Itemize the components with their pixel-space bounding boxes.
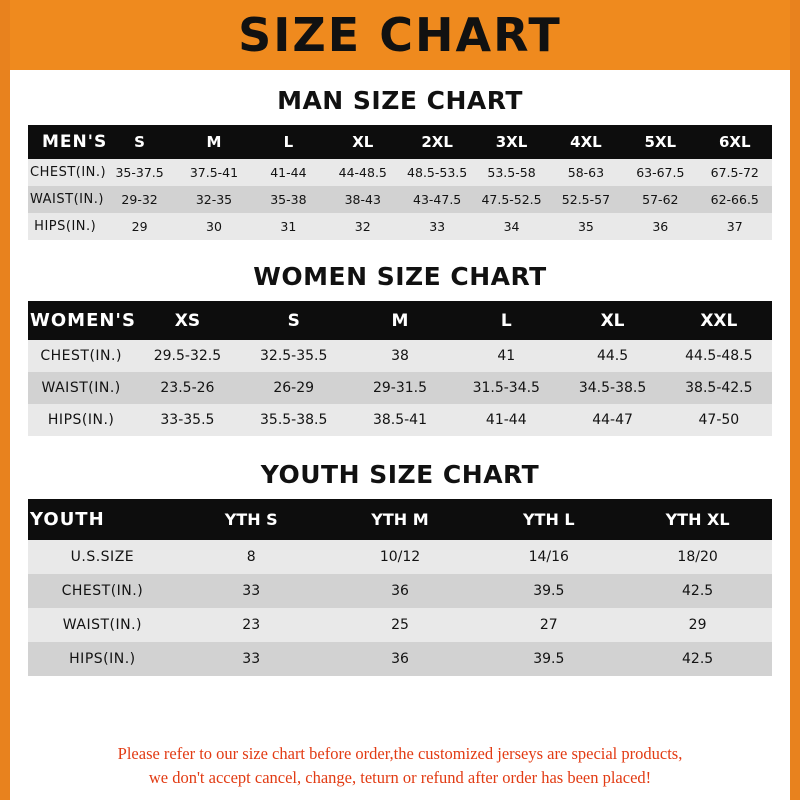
youth-ussize-xl: 18/20: [677, 549, 718, 565]
youth-table-header: [28, 499, 772, 540]
women-col-s: S: [287, 310, 300, 331]
man-waist-3xl: 47.5-52.5: [481, 192, 542, 207]
women-col-xl: XL: [600, 310, 625, 331]
man-waist-5xl: 57-62: [642, 192, 679, 207]
man-col-l: L: [283, 133, 294, 151]
man-chest-xl: 44-48.5: [338, 165, 387, 180]
youth-hips-l: 39.5: [533, 651, 565, 667]
youth-waist-l: 27: [539, 617, 558, 633]
youth-col-xl: YTH XL: [665, 510, 730, 529]
man-size-table: [28, 125, 772, 240]
chart-content: [10, 70, 790, 728]
youth-section-title: YOUTH SIZE CHART: [260, 460, 540, 489]
man-hips-5xl: 36: [652, 219, 669, 234]
man-col-5xl: 5XL: [644, 133, 677, 151]
man-col-s: S: [134, 133, 145, 151]
man-hips-m: 30: [206, 219, 222, 234]
man-hips-xl: 32: [354, 219, 371, 234]
man-row-label-chest: CHEST(IN.): [30, 165, 107, 180]
women-hips-xxl: 47-50: [698, 412, 740, 428]
man-col-m: M: [206, 133, 222, 151]
table-row: [28, 540, 772, 574]
man-chest-4xl: 58-63: [567, 165, 605, 180]
man-waist-s: 29-32: [121, 192, 158, 207]
youth-row-label-chest: CHEST(IN.): [61, 583, 144, 599]
table-row: [28, 404, 772, 436]
women-col-xxl: XXL: [700, 310, 738, 331]
women-waist-xl: 34.5-38.5: [578, 380, 647, 396]
table-row: [28, 213, 772, 240]
man-table-header: [28, 125, 772, 159]
man-hips-l: 31: [280, 219, 297, 234]
youth-table-body: [28, 540, 772, 676]
man-row-label-waist: WAIST(IN.): [30, 192, 104, 207]
table-row: [28, 642, 772, 676]
youth-row-label-ussize: U.S.SIZE: [70, 549, 135, 565]
table-row: [28, 186, 772, 213]
man-chest-l: 41-44: [270, 165, 307, 180]
table-row: [28, 608, 772, 642]
man-waist-xl: 38-43: [344, 192, 381, 207]
man-section-title: MAN SIZE CHART: [277, 86, 523, 115]
youth-col-m: YTH M: [371, 510, 429, 529]
women-chest-xl: 44.5: [596, 348, 629, 364]
table-row: [28, 574, 772, 608]
man-chest-3xl: 53.5-58: [487, 165, 536, 180]
youth-chest-m: 36: [391, 583, 409, 599]
women-waist-m: 29-31.5: [372, 380, 427, 396]
youth-size-table: [28, 499, 772, 676]
women-hips-m: 38.5-41: [372, 412, 427, 428]
women-hips-xs: 33-35.5: [160, 412, 215, 428]
women-size-table: [28, 301, 772, 436]
women-waist-s: 26-29: [273, 380, 315, 396]
youth-chest-l: 39.5: [533, 583, 565, 599]
youth-ussize-s: 8: [246, 549, 256, 565]
women-waist-xs: 23.5-26: [160, 380, 215, 396]
youth-col-l: YTH L: [522, 510, 575, 529]
women-chest-m: 38: [391, 348, 409, 364]
women-chest-xxl: 44.5-48.5: [685, 348, 753, 364]
youth-row-label-hips: HIPS(IN.): [69, 651, 136, 667]
table-header-row: [28, 125, 772, 159]
women-chest-xs: 29.5-32.5: [153, 348, 222, 364]
footer-line-2: we don't accept cancel, change, teturn or refund after order has been placed!: [148, 768, 652, 788]
man-waist-4xl: 52.5-57: [561, 192, 611, 207]
women-hips-s: 35.5-38.5: [260, 412, 328, 428]
youth-chest-s: 33: [242, 583, 261, 599]
man-waist-l: 35-38: [270, 192, 307, 207]
footer-disclaimer: [10, 728, 790, 800]
women-hips-l: 41-44: [485, 412, 527, 428]
man-waist-m: 32-35: [195, 192, 233, 207]
man-col-6xl: 6XL: [718, 133, 751, 151]
man-hips-6xl: 37: [726, 219, 743, 234]
youth-hips-s: 33: [242, 651, 261, 667]
women-row-label-waist: WAIST(IN.): [41, 380, 121, 396]
man-col-xl: XL: [352, 133, 374, 151]
man-chest-2xl: 48.5-53.5: [407, 165, 468, 180]
women-col-l: L: [500, 310, 512, 331]
man-col-4xl: 4XL: [570, 133, 602, 151]
women-hips-xl: 44-47: [592, 412, 633, 428]
man-hips-3xl: 34: [503, 219, 520, 234]
man-hips-4xl: 35: [577, 219, 594, 234]
women-table-header: [28, 301, 772, 340]
footer-line-1: Please refer to our size chart before order,the customized jerseys are special products,: [117, 744, 683, 764]
women-corner-label: WOMEN'S: [30, 310, 136, 331]
youth-waist-m: 25: [391, 617, 409, 633]
man-hips-s: 29: [131, 219, 148, 234]
man-table-body: [28, 159, 772, 240]
youth-chest-xl: 42.5: [682, 583, 714, 599]
youth-ussize-m: 10/12: [379, 549, 421, 565]
women-col-xs: XS: [174, 310, 201, 331]
youth-row-label-waist: WAIST(IN.): [62, 617, 142, 633]
table-header-row: [28, 499, 772, 540]
youth-waist-xl: 29: [688, 617, 707, 633]
women-chest-s: 32.5-35.5: [260, 348, 328, 364]
man-row-label-hips: HIPS(IN.): [34, 219, 97, 234]
table-row: [28, 340, 772, 372]
women-table-body: [28, 340, 772, 436]
women-row-label-hips: HIPS(IN.): [47, 412, 115, 428]
man-col-2xl: 2XL: [421, 133, 453, 151]
man-waist-2xl: 43-47.5: [413, 192, 462, 207]
man-chest-6xl: 67.5-72: [710, 165, 759, 180]
man-waist-6xl: 62-66.5: [710, 192, 759, 207]
youth-ussize-l: 14/16: [528, 549, 569, 565]
table-header-row: [28, 301, 772, 340]
women-col-m: M: [391, 310, 409, 331]
man-col-3xl: 3XL: [495, 133, 528, 151]
youth-corner-label: YOUTH: [30, 509, 105, 530]
women-waist-xxl: 38.5-42.5: [685, 380, 753, 396]
man-corner-label: MEN'S: [42, 132, 108, 152]
man-chest-s: 35-37.5: [115, 165, 164, 180]
women-section-title: WOMEN SIZE CHART: [253, 262, 547, 291]
women-chest-l: 41: [497, 348, 516, 364]
table-row: [28, 159, 772, 186]
youth-hips-xl: 42.5: [682, 651, 714, 667]
page-title: SIZE CHART: [238, 8, 562, 62]
man-chest-m: 37.5-41: [189, 165, 239, 180]
man-hips-2xl: 33: [429, 219, 446, 234]
youth-col-s: YTH S: [224, 510, 278, 529]
youth-waist-s: 23: [242, 617, 261, 633]
man-chest-5xl: 63-67.5: [636, 165, 685, 180]
header-banner: [10, 0, 790, 70]
table-row: [28, 372, 772, 404]
women-waist-l: 31.5-34.5: [472, 380, 540, 396]
youth-hips-m: 36: [391, 651, 409, 667]
women-row-label-chest: CHEST(IN.): [40, 348, 122, 364]
